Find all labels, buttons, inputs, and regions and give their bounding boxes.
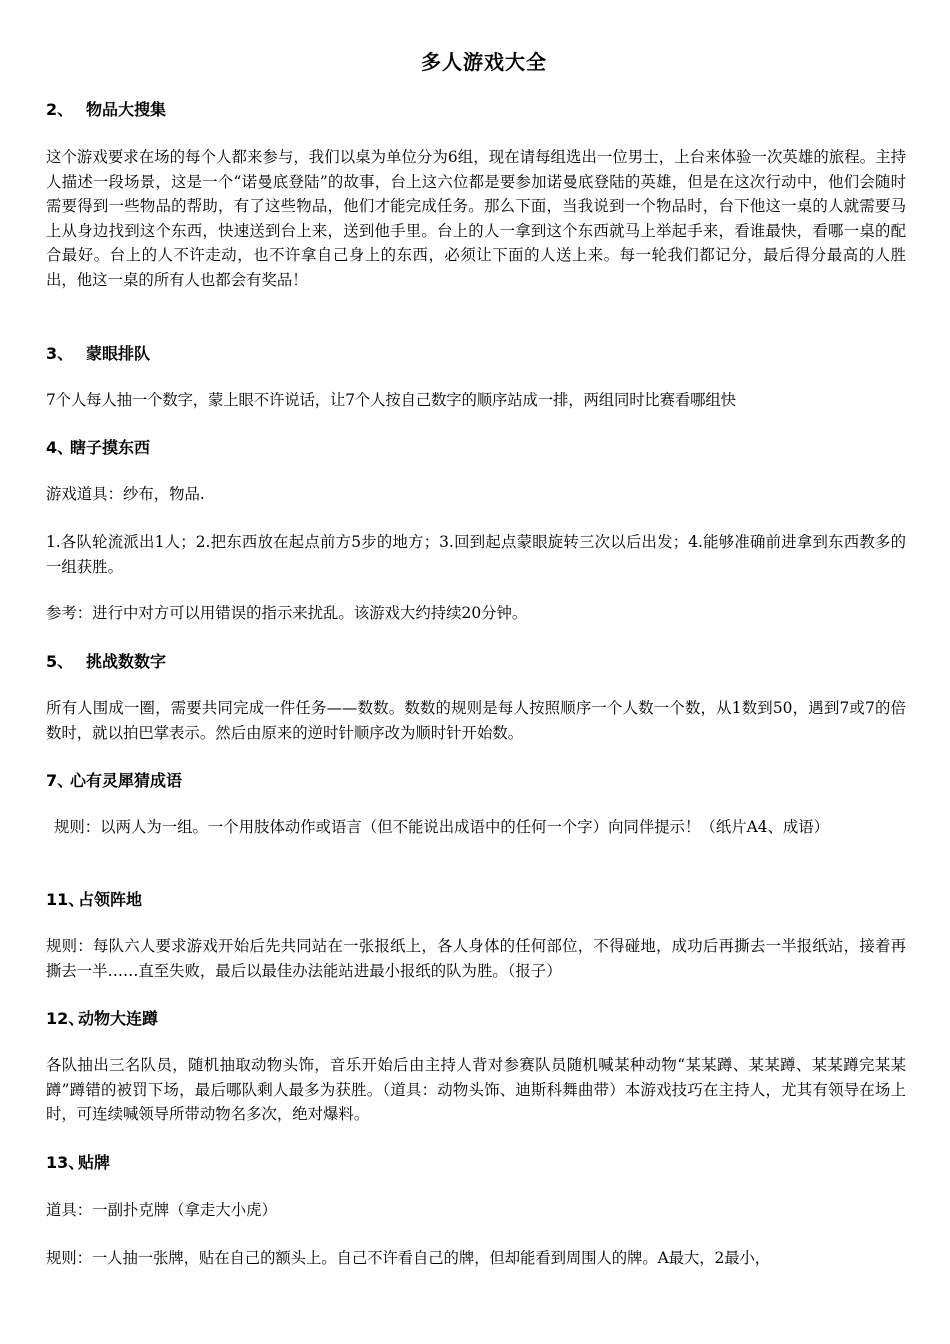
section-number: 4、	[46, 438, 74, 457]
section-paragraph: 游戏道具：纱布，物品.	[46, 485, 205, 503]
section-heading	[46, 1008, 158, 1030]
section-number: 2、	[46, 100, 74, 119]
section-paragraph: 道具：一副扑克牌（拿走大小虎）	[46, 1201, 277, 1219]
section-title: 动物大连蹲	[78, 1009, 159, 1028]
section-title: 心有灵犀猜成语	[70, 771, 183, 790]
section-heading	[46, 343, 150, 365]
section-title: 贴牌	[78, 1153, 111, 1172]
section-heading	[46, 437, 150, 459]
section-paragraph: 规则：一人抽一张牌，贴在自己的额头上。自己不许看自己的牌，但却能看到周围人的牌。A最大，2最小，	[46, 1249, 771, 1267]
section-title: 物品大搜集	[86, 100, 167, 119]
section-number: 11、	[46, 890, 85, 909]
section-title: 蒙眼排队	[86, 344, 151, 363]
section-number: 13、	[46, 1153, 85, 1172]
section-number: 5、	[46, 652, 74, 671]
section-heading	[46, 99, 166, 121]
section-number: 12、	[46, 1009, 85, 1028]
section-heading	[46, 889, 142, 911]
section-heading	[46, 1152, 110, 1174]
section-number: 3、	[46, 344, 74, 363]
section-title: 挑战数数字	[86, 652, 167, 671]
section-paragraph: 这个游戏要求在场的每个人都来参与，我们以桌为单位分为6组，现在请每组选出一位男士，上台来体验一次英雄的旅程。主持人描述一段场景，这是一个“诺曼底登陆”的故事，台上这六位都是要参加诺曼底登陆的英雄，但是在这次行动中，他们会随时需要得到一些物品的帮助，有了这些物品，他们才能完成任务。那么下面，当我说到一个物品时，台下他这一桌的人就需要马上从身边找到这个东西，快速送到台上来，送到他手里。台上的人一拿到这个东西就马上举起手来，看谁最快，看哪一桌的配合最好。台上的人不许走动，也不许拿自己身上的东西，必须让下面的人送上来。每一轮我们都记分，最后得分最高的人胜出，他这一桌的所有人也都会有奖品！	[46, 148, 906, 289]
section-paragraph: 7个人每人抽一个数字，蒙上眼不许说话，让7个人按自己数字的顺序站成一排，两组同时比赛看哪组快	[46, 391, 736, 409]
section-paragraph: 规则：以两人为一组。一个用肢体动作或语言（但不能说出成语中的任何一个字）向同伴提示！（纸片A4、成语）	[54, 818, 830, 836]
section-heading	[46, 651, 166, 673]
section-paragraph: 参考：进行中对方可以用错误的指示来扰乱。该游戏大约持续20分钟。	[46, 604, 528, 622]
section-title: 占领阵地	[78, 890, 143, 909]
section-paragraph: 各队抽出三名队员，随机抽取动物头饰，音乐开始后由主持人背对参赛队员随机喊某种动物“某某蹲、某某蹲、某某蹲完某某蹲”蹲错的被罚下场，最后哪队剩人最多为获胜。（道具：动物头饰、迪斯科舞曲带）本游戏技巧在主持人，尤其有领导在场上时，可连续喊领导所带动物名多次，绝对爆料。	[46, 1056, 906, 1124]
section-paragraph: 规则：每队六人要求游戏开始后先共同站在一张报纸上，各人身体的任何部位，不得碰地，成功后再撕去一半报纸站，接着再撕去一半……直至失败，最后以最佳办法能站进最小报纸的队为胜。（报子）	[46, 937, 906, 980]
section-paragraph: 1.各队轮流派出1人；2.把东西放在起点前方5步的地方；3.回到起点蒙眼旋转三次以后出发；4.能够准确前进拿到东西教多的一组获胜。	[46, 533, 906, 576]
section-heading	[46, 770, 182, 792]
section-number: 7、	[46, 771, 74, 790]
section-title: 瞎子摸东西	[70, 438, 151, 457]
document-title: 多人游戏大全	[421, 50, 547, 74]
section-paragraph: 所有人围成一圈，需要共同完成一件任务——数数。数数的规则是每人按照顺序一个人数一个数，从1数到50，遇到7或7的倍数时，就以拍巴掌表示。然后由原来的逆时针顺序改为顺时针开始数。	[46, 699, 906, 742]
